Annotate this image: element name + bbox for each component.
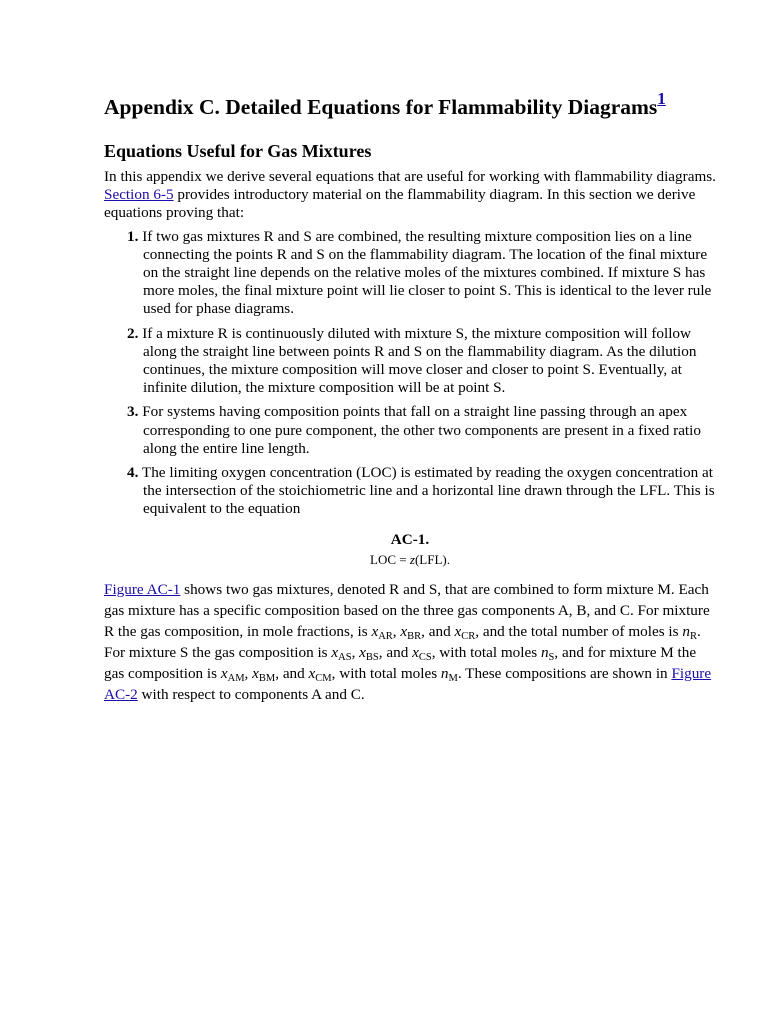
figure-ac2-link[interactable]: Figure AC-2 xyxy=(104,664,712,703)
section-link[interactable]: Section 6-5 xyxy=(104,186,174,204)
numbered-list xyxy=(104,228,716,519)
equation: LOC = z(LFL). xyxy=(370,551,450,567)
figure-ac1-link[interactable]: Figure AC-1 xyxy=(104,580,181,598)
equation-label: AC-1. xyxy=(390,530,430,548)
document-page xyxy=(104,90,716,705)
body-paragraph: Figure AC-1 shows two gas mixtures, denoted R and S, that are combined to form mixture M. Each gas mixture has a specific composition based on the three gas components A, B, and C. For mixture R the gas composition, in mole fractions, is $x_{AR}$, $x_{BR}$, and $x_{CR}$, and the total number of moles is $n_R$. For mixture S the gas composition is $x_{AS}$, $x_{BS}$, and $x_{CS}$, with total moles $n_S$, and for mixture M the gas composition is $x_{AM}$, $x_{BM}$, and $x_{CM}$, with total moles $n_M$. These compositions are shown in Figure AC-2 with respect to components A and C. xyxy=(104,580,712,703)
list-item: 4. The limiting oxygen concentration (LOC) is estimated by reading the oxygen concentration at the intersection of the stoichiometric line and a horizontal line drawn through the LFL. This is equivalent to the equation xyxy=(127,464,715,518)
footnote-link[interactable]: 1 xyxy=(657,89,666,108)
list-item: 2. If a mixture R is continuously diluted with mixture S, the mixture composition will follow along the straight line between points R and S on the flammability diagram. As the dilution continues, the mixture composition will move closer and closer to point S. Eventually, at infinite dilution, the mixture composition will be at point S. xyxy=(127,324,697,397)
section-heading: Equations Useful for Gas Mixtures xyxy=(104,141,372,161)
list-item: 3. For systems having composition points that fall on a straight line passing through an apex corresponding to one pure component, the other two components are present in a fixed ratio along the entire line length. xyxy=(127,403,701,457)
list-item: 1. If two gas mixtures R and S are combined, the resulting mixture composition lies on a line connecting the points R and S on the flammability diagram. The location of the final mixture on the straight line depends on the relative moles of the mixtures combined. If mixture S has more moles, the final mixture point will lie closer to point S. This is identical to the lever rule used for phase diagrams. xyxy=(127,227,712,318)
footnote-ref[interactable] xyxy=(657,89,666,108)
intro-paragraph: In this appendix we derive several equations that are useful for working with flammability diagrams. Section 6-5 provides introductory material on the flammability diagram. In this section we derive equations proving that: xyxy=(104,168,716,222)
page-title: Appendix C. Detailed Equations for Flammability Diagrams$^1$ xyxy=(104,89,666,119)
